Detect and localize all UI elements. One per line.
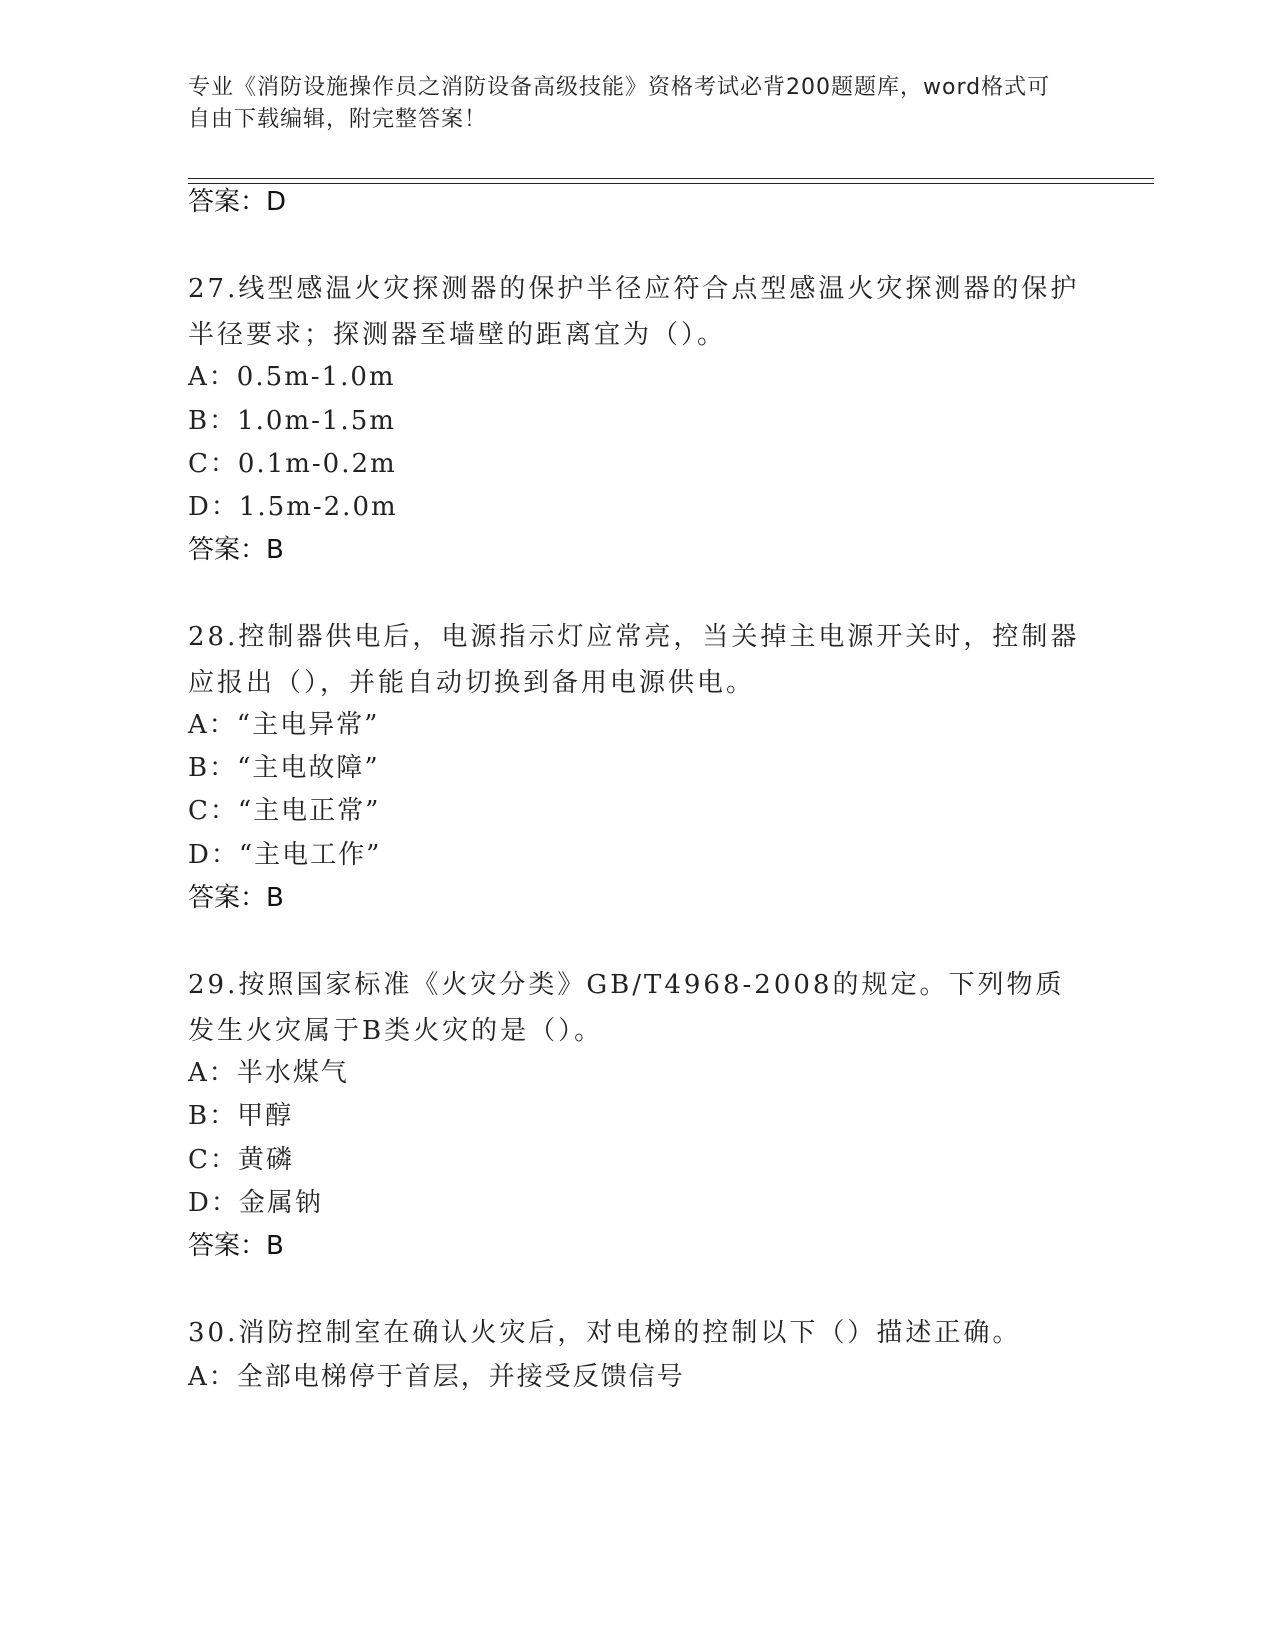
- question-27-option-a: A：0.5m-1.0m: [188, 362, 396, 392]
- question-27-option-c: C：0.1m-0.2m: [188, 449, 397, 479]
- question-29-option-b: B：甲醇: [188, 1101, 294, 1131]
- question-27-option-d: D：1.5m-2.0m: [188, 492, 398, 522]
- answer-q28: 答案：B: [188, 883, 284, 913]
- question-27-text: 27.线型感温火灾探测器的保护半径应符合点型感温火灾探测器的保护半径要求；探测器至墙壁的距离宜为（）。: [188, 274, 1080, 350]
- answer-q27: 答案：B: [188, 535, 284, 565]
- answer-q29: 答案：B: [188, 1231, 284, 1261]
- question-28-option-d: D：“主电工作”: [188, 840, 382, 870]
- question-30-option-a: A：全部电梯停于首层，并接受反馈信号: [188, 1362, 685, 1392]
- question-28-option-b: B：“主电故障”: [188, 753, 380, 783]
- question-28-option-a: A：“主电异常”: [188, 710, 380, 740]
- question-27-option-b: B：1.0m-1.5m: [188, 406, 396, 436]
- question-29-text: 29.按照国家标准《火灾分类》GB/T4968-2008的规定。下列物质发生火灾属于B类火灾的是（）。: [188, 970, 1065, 1046]
- question-28-option-c: C：“主电正常”: [188, 796, 381, 826]
- question-29-option-d: D：金属钠: [188, 1188, 323, 1218]
- answer-q26: 答案：D: [188, 187, 287, 217]
- header-divider-top: [188, 178, 1154, 179]
- question-28-text: 28.控制器供电后，电源指示灯应常亮，当关掉主电源开关时，控制器应报出（），并能自动切换到备用电源供电。: [188, 622, 1080, 698]
- question-29-option-c: C：黄磷: [188, 1145, 294, 1175]
- header-divider-bottom: [188, 183, 1154, 184]
- question-29-option-a: A：半水煤气: [188, 1058, 349, 1088]
- question-30-text: 30.消防控制室在确认火灾后，对电梯的控制以下（）描述正确。: [188, 1318, 1022, 1348]
- document-header: 专业《消防设施操作员之消防设备高级技能》资格考试必背200题题库，word格式可自由下载编辑，附完整答案！: [188, 75, 1051, 132]
